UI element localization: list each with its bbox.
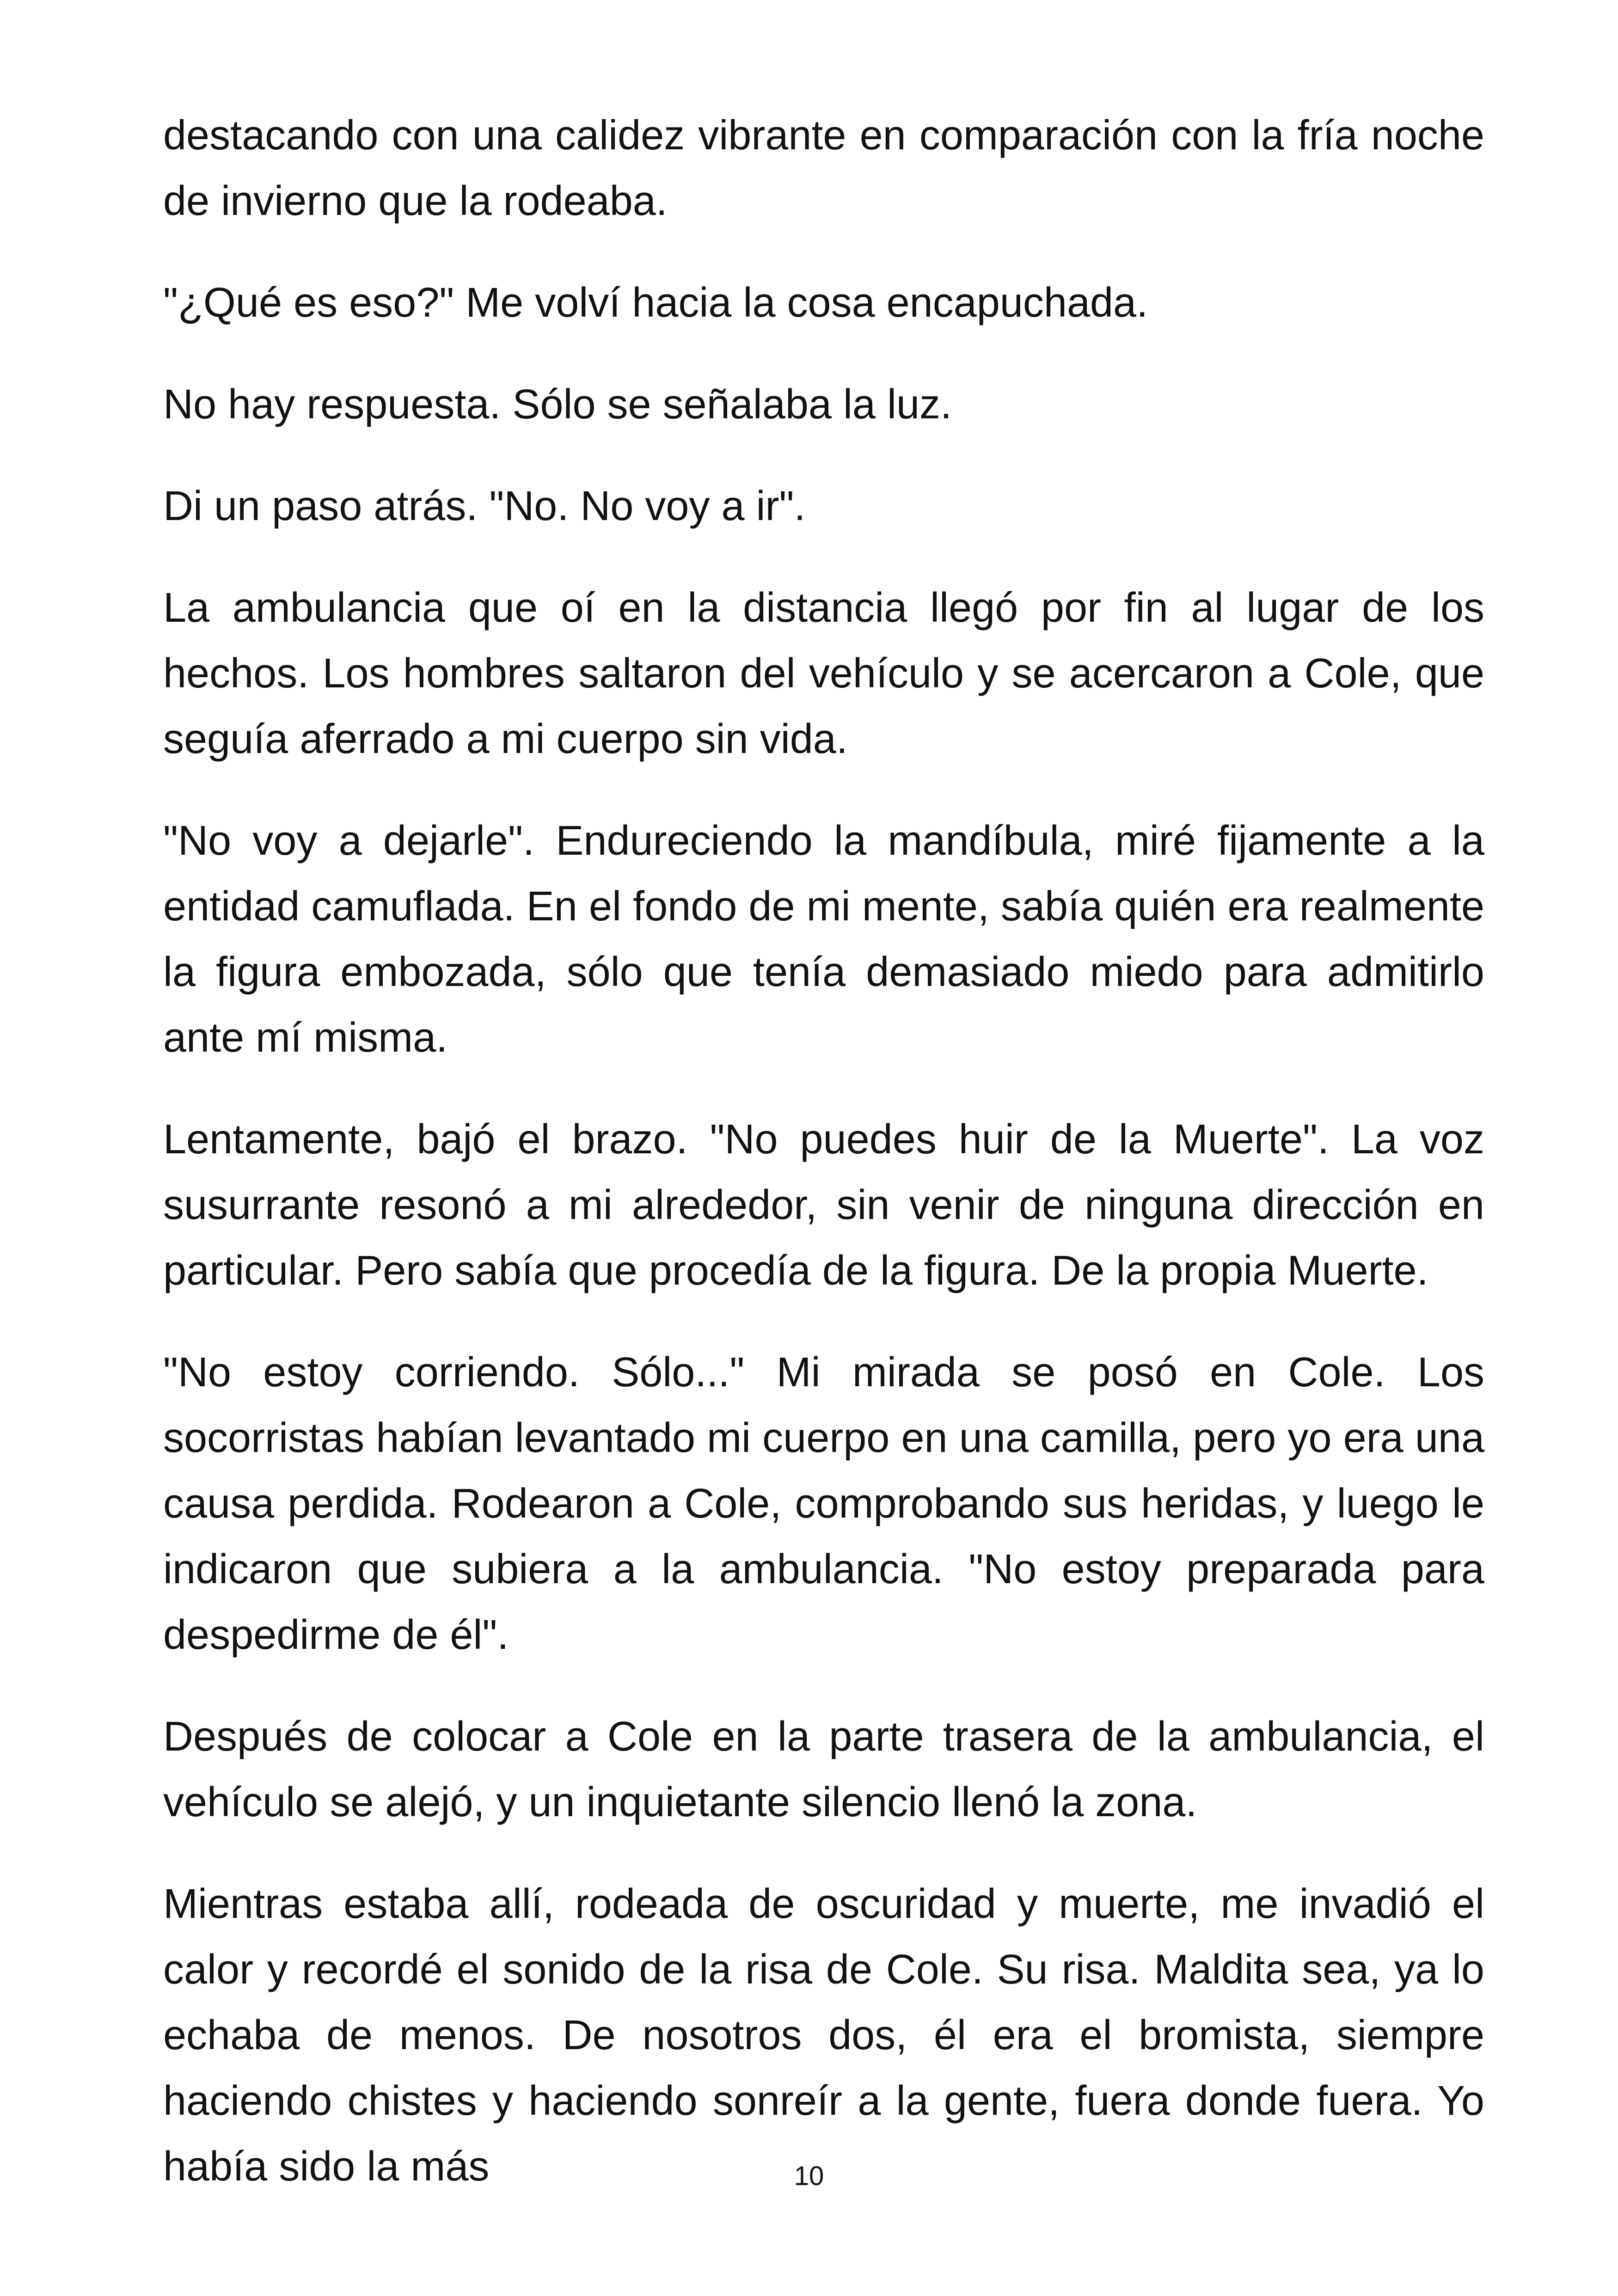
paragraph: La ambulancia que oí en la distancia llegó por fin al lugar de los hechos. Los hombres saltaron del vehículo y se acercaron a Cole, que seguía aferrado a mi cuerpo sin vida. <box>163 585 1484 762</box>
paragraph: "¿Qué es eso?" Me volví hacia la cosa encapuchada. <box>163 280 1148 326</box>
paragraph: No hay respuesta. Sólo se señalaba la luz. <box>163 381 952 428</box>
paragraph: "No estoy corriendo. Sólo..." Mi mirada se posó en Cole. Los socorristas habían levantado mi cuerpo en una camilla, pero yo era una causa perdida. Rodearon a Cole, comprobando sus heridas, y luego le indicaron que subiera a la ambulancia. "No estoy preparada para despedirme de él". <box>163 1349 1484 1658</box>
paragraph: destacando con una calidez vibrante en comparación con la fría noche de invierno que la rodeaba. <box>163 112 1484 224</box>
paragraph: "No voy a dejarle". Endureciendo la mandíbula, miré fijamente a la entidad camuflada. En el fondo de mi mente, sabía quién era realmente la figura embozada, sólo que tenía demasiado miedo para admitirlo ante mí misma. <box>163 818 1484 1061</box>
page-number: 10 <box>794 2161 824 2191</box>
body-text <box>163 103 1484 2199</box>
paragraph: Después de colocar a Cole en la parte trasera de la ambulancia, el vehículo se alejó, y un inquietante silencio llenó la zona. <box>163 1714 1484 1825</box>
paragraph: Lentamente, bajó el brazo. "No puedes huir de la Muerte". La voz susurrante resonó a mi alrededor, sin venir de ninguna dirección en particular. Pero sabía que procedía de la figura. De la propia Muerte. <box>163 1116 1484 1294</box>
paragraph: Di un paso atrás. "No. No voy a ir". <box>163 483 806 529</box>
paragraph: Mientras estaba allí, rodeada de oscuridad y muerte, me invadió el calor y recordé el sonido de la risa de Cole. Su risa. Maldita sea, ya lo echaba de menos. De nosotros dos, él era el bromista, siempre haciendo chistes y haciendo sonreír a la gente, fuera donde fuera. Yo había sido la más <box>163 1881 1484 2190</box>
